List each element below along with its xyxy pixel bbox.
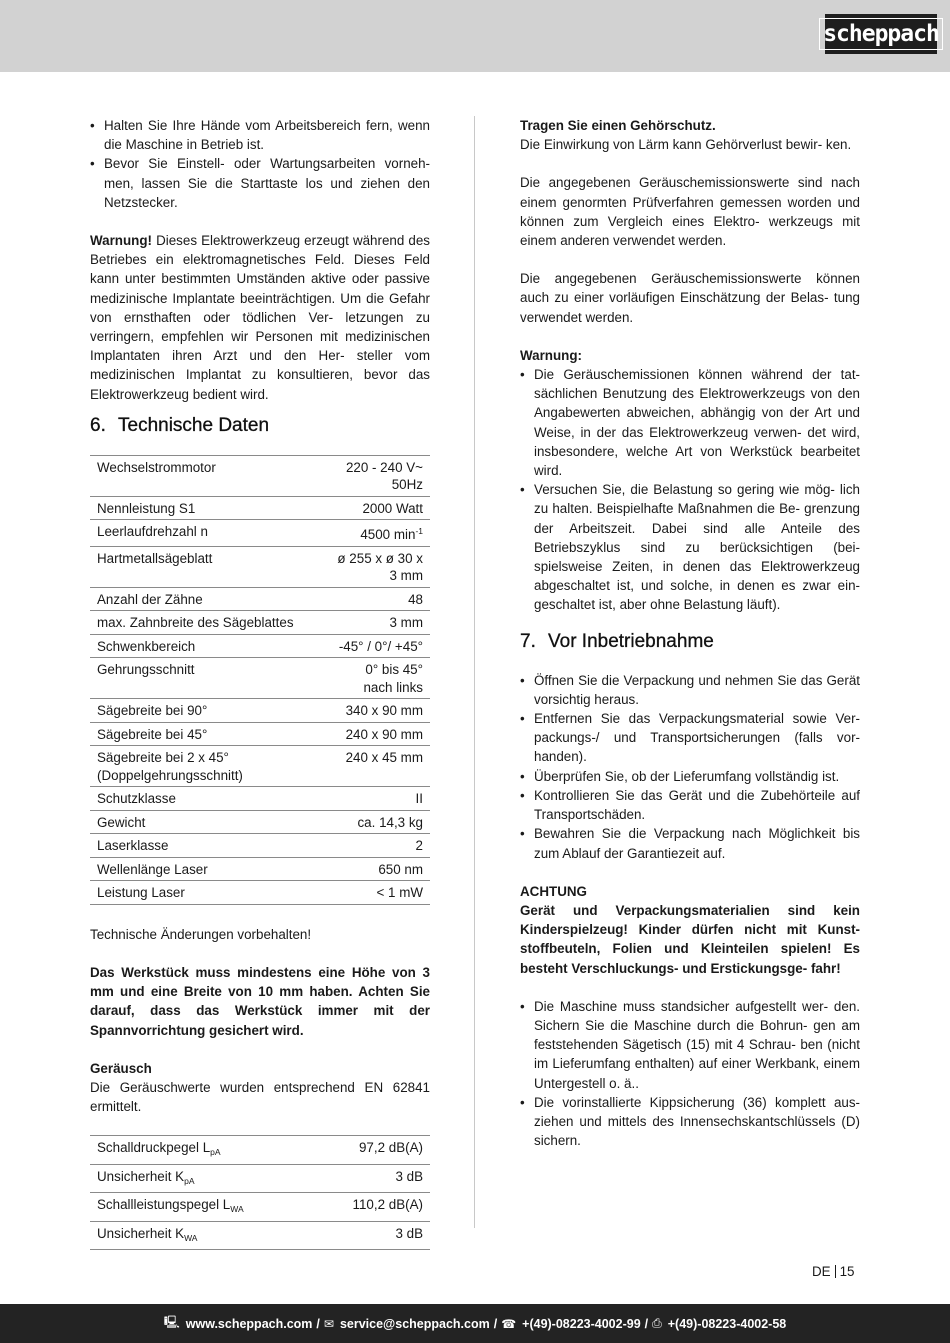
table-row — [90, 611, 430, 635]
spec-label: Anzahl der Zähne — [90, 587, 330, 611]
footer-email-link[interactable]: service@scheppach.com — [339, 1316, 490, 1331]
noise-values-table — [90, 1135, 430, 1250]
spec-value: -45° / 0°/ +45° — [330, 634, 430, 658]
table-row — [90, 520, 430, 547]
spec-value: 3 dB — [313, 1164, 430, 1193]
safety-bullet-list — [90, 116, 430, 212]
fax-icon: ⎙ — [652, 1316, 662, 1330]
header-band — [0, 0, 950, 72]
computer-icon: 🖳 — [163, 1315, 180, 1329]
workpiece-note: Das Werkstück muss mindestens eine Höhe von 3 mm und eine Breite von 10 mm haben. Achten Sie darauf, dass das Werkstück immer mit der Spannvorrichtung gesichert wird. — [90, 965, 430, 1038]
list-item: • Überprüfen Sie, ob der Lieferumfang vollständig ist. — [520, 768, 840, 784]
list-item: • Entfernen Sie das Verpackungsmaterial sowie Ver- packungs-/ und Transportsicherungen (falls vor- handen). — [520, 711, 860, 765]
spec-label: Schwenkbereich — [90, 634, 330, 658]
footer-bar: 🖳 www.scheppach.com / ✉ service@scheppach.com / ☎ +(49)-08223-4002-99 / ⎙ +(49)-08223-4002-58 — [0, 1304, 950, 1343]
table-row — [90, 546, 430, 587]
spec-value: 97,2 dB(A) — [313, 1136, 430, 1165]
spec-label: Gehrungsschnitt — [90, 658, 330, 699]
spec-label: Hartmetallsägeblatt — [90, 546, 330, 587]
spec-value: 110,2 dB(A) — [313, 1193, 430, 1222]
list-item: • Öffnen Sie die Verpackung und nehmen Sie das Gerät vorsichtig heraus. — [520, 672, 860, 707]
preparation-list — [520, 671, 860, 863]
emf-warning-paragraph: Warnung! Dieses Elektrowerkzeug erzeugt während des Betriebes ein elektromagnetisches Feld. Dieses Feld kann unter bestimmten Umständen aktive oder passive medizinische Implantate beeinträchtigen. Um die Gefahr von ernsthaften oder tödlichen Ver- letzungen zu verringern, empfehlen wir Personen mit medizinischen Implantaten ihren Arzt und den Her- steller vom medizinischen Implantat zu konsultieren, bevor das Elektrowerkzeug bedient wird. — [90, 233, 430, 402]
section-7-heading: 7. Vor Inbetriebnahme — [520, 630, 714, 652]
list-item: • Bevor Sie Einstell- oder Wartungsarbeiten vorneh- men, lassen Sie die Starttaste los und ziehen den Netzstecker. — [90, 156, 430, 210]
spec-value: 240 x 45 mm — [330, 746, 430, 787]
spec-value: 0° bis 45° nach links — [330, 658, 430, 699]
spec-value: 3 mm — [330, 611, 430, 635]
spec-value: 650 nm — [330, 857, 430, 881]
ear-protection-heading: Tragen Sie einen Gehörschutz. — [520, 118, 716, 133]
spec-label: Wechselstrommotor — [90, 455, 330, 496]
list-item: • Die vorinstallierte Kippsicherung (36) komplett aus- ziehen und mittels des Innensechskantschlüssels (D) sichern. — [520, 1094, 860, 1149]
list-item: • Die Geräuschemissionen können während der tat- sächlichen Benutzung des Elektrowerkzeugs von den Angabewerten abweichen, abhängig von der Art und Weise, in der das Elektrowerkzeug verwen- det wird, insbesondere, welche Art von Werkstück bearbeitet wird. — [520, 367, 860, 479]
table-row — [90, 787, 430, 811]
left-column — [90, 116, 430, 1250]
spec-value: 2000 Watt — [330, 496, 430, 520]
table-row — [90, 1221, 430, 1250]
ear-protection-text: Die Einwirkung von Lärm kann Gehörverlust bewir- ken. — [520, 137, 852, 153]
tech-change-note: Technische Änderungen vorbehalten! — [90, 926, 312, 942]
spec-value: 220 - 240 V~ 50Hz — [330, 455, 430, 496]
spec-label: Wellenlänge Laser — [90, 857, 330, 881]
phone-icon: ☎ — [501, 1316, 517, 1331]
table-row — [90, 1136, 430, 1165]
spec-value: < 1 mW — [330, 881, 430, 905]
page-number: DE 15 — [812, 1264, 855, 1279]
spec-label: max. Zahnbreite des Sägeblattes — [90, 611, 330, 635]
table-row — [90, 881, 430, 905]
column-divider — [474, 116, 475, 1228]
list-item: • Bewahren Sie die Verpackung nach Möglichkeit bis zum Ablauf der Garantiezeit auf. — [520, 826, 860, 861]
spec-label: Leistung Laser — [90, 881, 330, 905]
list-item: • Versuchen Sie, die Belastung so gering wie mög- lich zu halten. Beispielhafte Maßnahmen die Be- grenzung der Arbeitszeit. Dabei sind alle Anteile des Betriebszyklus sind zu berücksichtigen (bei- spielsweise Zeiten, in denen das Elektrowerkzeug abgeschaltet ist, und solche, in denen es zwar ein- geschaltet ist, aber ohne Belastung läuft). — [520, 482, 860, 613]
list-item: • Die Maschine muss standsicher aufgestellt wer- den. Sichern Sie die Maschine durch die Bohrun- gen am feststehenden Sägetisch (15) mit 4 Schrau- ben (nicht im Lieferumfang enthalten) auf einer Werkbank, einem Untergestell o. ä.. — [520, 998, 860, 1091]
spec-value: 2 — [330, 834, 430, 858]
spec-value: 240 x 90 mm — [330, 722, 430, 746]
table-row — [90, 810, 430, 834]
table-row — [90, 746, 430, 787]
spec-label: Leerlaufdrehzahl n — [90, 520, 330, 547]
spec-label: Schalldruckpegel $L_{pA}$ — [90, 1136, 313, 1165]
email-icon: ✉ — [323, 1316, 334, 1331]
technical-data-table — [90, 455, 430, 905]
spec-label: Laserklasse — [90, 834, 330, 858]
setup-list — [520, 997, 860, 1151]
spec-label: Nennleistung S1 — [90, 496, 330, 520]
brand-logo: scheppach — [825, 14, 937, 54]
table-row — [90, 1164, 430, 1193]
table-row — [90, 587, 430, 611]
table-row — [90, 455, 430, 496]
table-row — [90, 496, 430, 520]
attention-text: Gerät und Verpackungsmaterialien sind kein Kinderspielzeug! Kinder dürfen nicht mit Kunst- stoffbeuteln, Folien und Kleinteilen spielen! Es besteht Verschluckungs- und Erstickungsge- fahr! — [520, 902, 860, 976]
spec-value: ca. 14,3 kg — [330, 810, 430, 834]
spec-value: ø 255 x ø 30 x 3 mm — [330, 546, 430, 587]
spec-label: Gewicht — [90, 810, 330, 834]
attention-heading: ACHTUNG — [520, 883, 587, 899]
spec-value: 4500 $\min^{-1}$ — [330, 520, 430, 547]
table-row — [90, 857, 430, 881]
table-row — [90, 658, 430, 699]
noise-emission-paragraph-2: Die angegebenen Geräuschemissionswerte können auch zu einer vorläufigen Einschätzung der Belas- tung verwendet werden. — [520, 271, 860, 325]
spec-label: Unsicherheit $K_{WA}$ — [90, 1221, 313, 1250]
spec-label: Schutzklasse — [90, 787, 330, 811]
spec-label: Sägebreite bei 45° — [90, 722, 330, 746]
table-row — [90, 699, 430, 723]
noise-warning-heading: Warnung: — [520, 347, 582, 363]
spec-value: 3 dB — [313, 1221, 430, 1250]
list-item: • Halten Sie Ihre Hände vom Arbeitsbereich fern, wenn die Maschine in Betrieb ist. — [90, 118, 430, 153]
table-row — [90, 722, 430, 746]
spec-value: II — [330, 787, 430, 811]
footer-fax: +(49)-08223-4002-58 — [667, 1316, 787, 1331]
noise-warning-list — [520, 365, 860, 615]
noise-text: Die Geräuschwerte wurden entsprechend EN 62841 ermittelt. — [90, 1080, 430, 1115]
spec-label: Sägebreite bei 2 x 45° (Doppelgehrungsschnitt) — [90, 746, 330, 787]
spec-label: Schallleistungspegel $L_{WA}$ — [90, 1193, 313, 1222]
spec-label: Sägebreite bei 90° — [90, 699, 330, 723]
table-row — [90, 634, 430, 658]
footer-website-link[interactable]: www.scheppach.com — [185, 1316, 313, 1331]
table-row — [90, 1193, 430, 1222]
footer-phone: +(49)-08223-4002-99 — [522, 1316, 641, 1331]
table-row — [90, 834, 430, 858]
spec-value: 48 — [330, 587, 430, 611]
noise-emission-paragraph-1: Die angegebenen Geräuschemissionswerte sind nach einem genormten Prüfverfahren gemessen worden und können zum Vergleich eines Elektro- werkzeugs mit einem anderen verwendet werden. — [520, 175, 860, 249]
spec-label: Unsicherheit $K_{pA}$ — [90, 1164, 313, 1193]
list-item: • Kontrollieren Sie das Gerät und die Zubehörteile auf Transportschäden. — [520, 787, 860, 823]
noise-heading: Geräusch — [90, 1060, 152, 1076]
right-column — [520, 116, 860, 1150]
spec-value: 340 x 90 mm — [330, 699, 430, 723]
section-6-heading: 6. Technische Daten — [90, 414, 270, 436]
